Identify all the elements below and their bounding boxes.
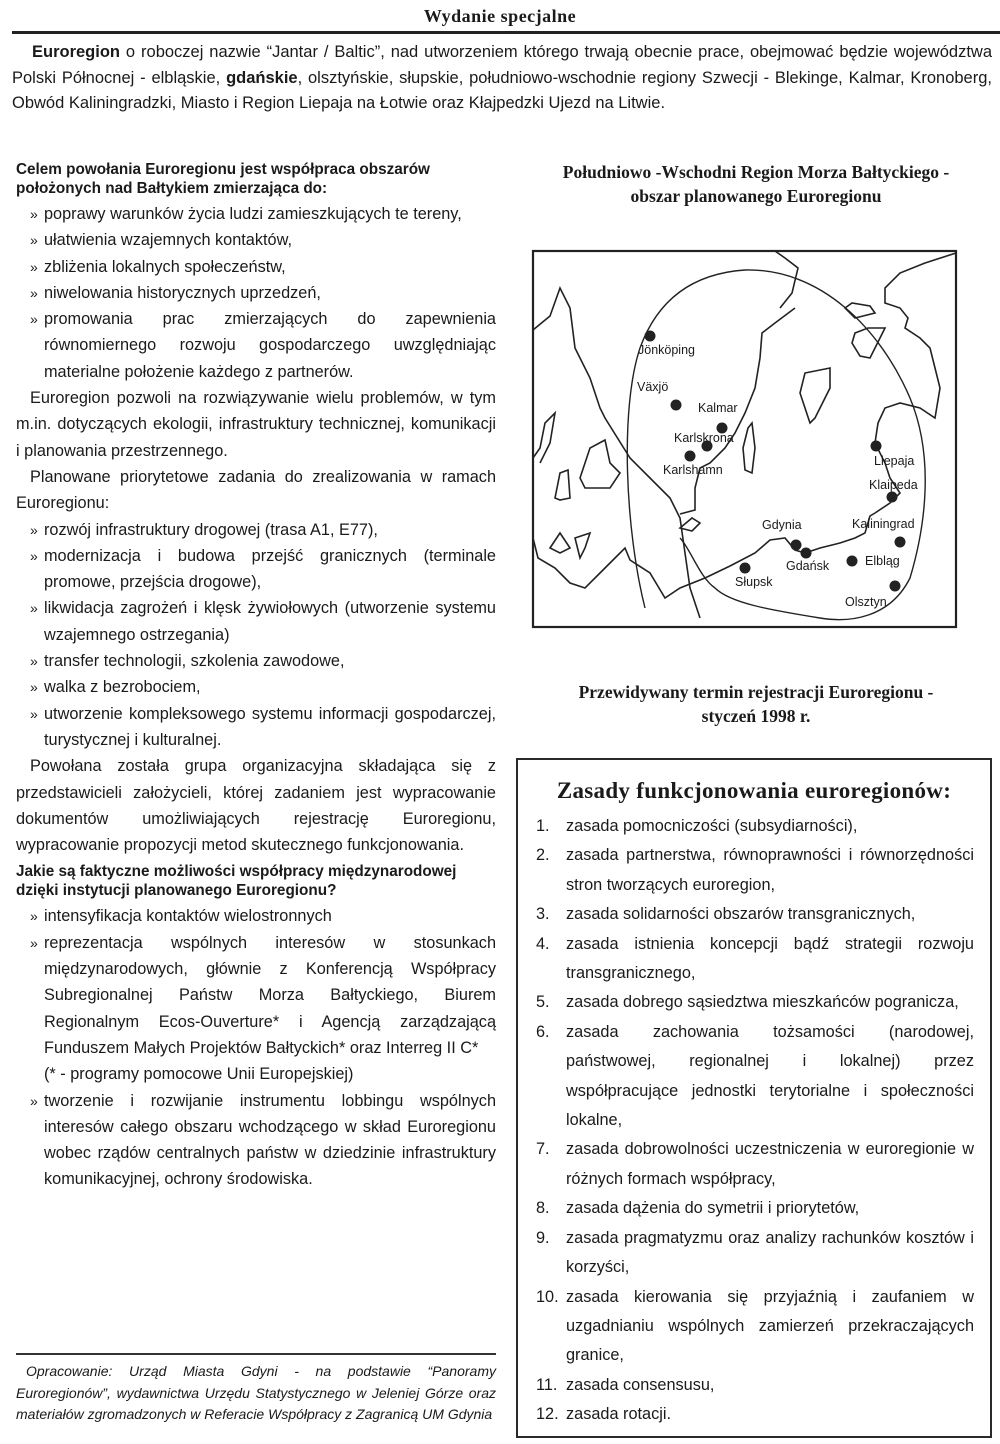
city-label: Liepaja <box>874 454 915 468</box>
city-marker <box>791 540 802 551</box>
city-marker <box>740 563 751 574</box>
city-marker <box>685 451 696 462</box>
list-item: » promowania prac zmierzających do zapewnienia równomiernego rozwoju gospodarczego uwzględniając materialne położenie każdego z partnerów. <box>16 306 496 385</box>
bullet-icon: » <box>30 908 38 925</box>
tasks-intro: Planowane priorytetowe zadania do zrealizowania w ramach Euroregionu: <box>16 467 496 513</box>
map-title: Południowo -Wschodni Region Morza Bałtyckiego - obszar planowanego Euroregionu <box>562 162 950 206</box>
bullet-icon: » <box>30 206 38 222</box>
problems-paragraph: Euroregion pozwoli na rozwiązywanie wielu problemów, w tym m.in. dotyczących ekologii, infrastruktury technicznej, komunikacji i planowania przestrzennego. <box>16 389 496 460</box>
city-marker <box>890 581 901 592</box>
rule-item: 3. zasada solidarności obszarów transgranicznych, <box>536 905 916 924</box>
intro-text-1: o roboczej nazwie “Jantar / Baltic”, nad utworzeniem którego trwają obecnie prace, obejmować będzie województwa Polski Północnej - elbląskie, <box>12 43 992 87</box>
list-item: » likwidacja zagrożeń i klęsk żywiołowych (utworzenie systemu wzajemnego ostrzegania) <box>16 595 496 648</box>
rule-item: 5. zasada dobrego sąsiedztwa mieszkańców pogranicza, <box>536 993 959 1012</box>
rule-item: 4. zasada istnienia koncepcji bądź strategii rozwoju transgranicznego, <box>536 934 974 983</box>
rule-item: 2. zasada partnerstwa, równoprawności i równorzędności stron tworzących euroregion, <box>536 846 974 894</box>
city-label: Karlshamn <box>663 463 723 477</box>
list-item: » reprezentacja wspólnych interesów w stosunkach międzynarodowych, głównie z Konferencją Współpracy Subregionalnej Państw Morza Bałtyckiego, Biurem Regionalnym Ecos-Ouverture* i Agencją zarządzającą Funduszem Małych Projektów Bałtyckich* oraz Interreg II C* <box>16 930 496 1061</box>
city-label: Klaipeda <box>869 478 918 492</box>
rule-item: 7. zasada dobrowolności uczestniczenia w euroregionie w różnych formach współpracy, <box>536 1140 974 1188</box>
list-item: » tworzenie i rozwijanie instrumentu lobbingu wspólnych interesów całego obszaru wchodzącego w skład Euroregionu wobec rządów centralnych państw w dziedzinie infrastruktury komunikacyjnej, ochrony środowiska. <box>16 1088 496 1193</box>
island-gotland <box>800 368 830 423</box>
list-item: » poprawy warunków życia ludzi zamieszkujących te tereny, <box>16 201 496 227</box>
coast-denmark <box>533 413 555 463</box>
city-label: Jönköping <box>638 343 695 357</box>
island-fyn <box>555 470 570 500</box>
list-item: » intensyfikacja kontaktów wielostronnych <box>16 903 496 929</box>
city-marker <box>801 548 812 559</box>
coastline-sweden-north <box>775 251 798 308</box>
source-note: Opracowanie: Urząd Miasta Gdyni - na podstawie “Panoramy Euroregionów”, wydawnictwa Urzędu Statystycznego w Jeleniej Górze oraz materiałów zgromadzonych w Referacie Współpracy z Zagranicą UM Gdynia <box>16 1353 496 1426</box>
cooperation-heading: Jakie są faktyczne możliwości współpracy międzynarodowej dzięki instytucji planowanego Euroregionu? <box>16 863 457 900</box>
city-marker <box>645 331 656 342</box>
intro-lead-bold: Euroregion <box>32 43 121 61</box>
coast-baltics <box>875 253 956 513</box>
coast-germany <box>533 538 730 598</box>
left-column <box>16 160 496 1193</box>
header-rule <box>12 31 1000 34</box>
city-label: Kaliningrad <box>852 517 915 531</box>
rule-item: 9. zasada pragmatyzmu oraz analizy rachunków kosztów i korzyści, <box>536 1228 974 1277</box>
city-marker <box>847 556 858 567</box>
list-item: » ułatwienia wzajemnych kontaktów, <box>16 227 496 253</box>
rule-item: 1. zasada pomocniczości (subsydiarności), <box>536 817 858 835</box>
euroregion-map <box>530 248 960 638</box>
city-label: Elbląg <box>865 554 900 568</box>
rule-item: 6. zasada zachowania tożsamości (narodowej, państwowej, regionalnej i lokalnej) przez współpracujące jednostki terytorialne i społeczności lokalne, <box>536 1022 974 1130</box>
page-header <box>0 0 1000 34</box>
list-item: » modernizacja i budowa przejść granicznych (terminale promowe, przejścia drogowe), <box>16 543 496 596</box>
rules-list <box>518 812 990 1430</box>
list-item: » utworzenie kompleksowego systemu informacji gospodarczej, turystycznej i kulturalnej. <box>16 701 496 754</box>
city-marker <box>895 537 906 548</box>
bullet-icon: » <box>30 232 38 249</box>
island-small-2 <box>575 533 590 558</box>
island-small-1 <box>550 533 570 553</box>
goals-heading: Celem powołania Euroregionu jest współpraca obszarów położonych nad Bałtykiem zmierzająca do: <box>16 161 430 197</box>
eu-programs-footnote: (* - programy pomocowe Unii Europejskiej) <box>44 1065 354 1084</box>
bullet-icon: » <box>30 705 38 722</box>
city-label: Olsztyn <box>845 595 887 609</box>
bullet-icon: » <box>30 284 38 301</box>
bullet-icon: » <box>30 547 38 564</box>
coastline-sweden-west <box>533 288 700 618</box>
group-paragraph: Powołana została grupa organizacyjna składająca się z przedstawicieli założycieli, której zadaniem jest wypracowanie dokumentów umożliwiających rejestrację Euroregionu, wypracowanie propozycji metod skutecznego funkcjonowania. <box>16 757 496 855</box>
list-item: » walka z bezrobociem, <box>16 674 496 700</box>
city-markers <box>637 331 918 610</box>
city-label: Słupsk <box>735 575 773 589</box>
city-marker <box>887 492 898 503</box>
intro-paragraph <box>12 40 992 117</box>
list-item: » rozwój infrastruktury drogowej (trasa A1, E77), <box>16 517 496 543</box>
list-item: » transfer technologii, szkolenia zawodowe, <box>16 648 496 674</box>
rule-item: 11. zasada consensusu, <box>536 1375 715 1394</box>
intro-text-2: , olsztyńskie, słupskie, południowo-wschodnie regiony Szwecji - Blekinge, Kalmar, Kronoberg, Obwód Kaliningradzki, Miasto i Region Liepaja na Łotwie oraz Kłajpedzki Ujezd na Litwie. <box>12 68 992 112</box>
bullet-icon: » <box>30 1092 38 1109</box>
bullet-icon: » <box>30 653 38 670</box>
island-hiiumaa <box>852 328 885 358</box>
cooperation-list <box>16 903 496 1061</box>
rule-item: 8. zasada dążenia do symetrii i priorytetów, <box>536 1199 860 1218</box>
list-item: » niwelowania historycznych uprzedzeń, <box>16 280 496 306</box>
city-label: Växjö <box>637 380 669 394</box>
tasks-list <box>16 517 496 754</box>
rules-box <box>516 758 992 1438</box>
city-label: Karlskrona <box>674 431 734 445</box>
map-svg <box>530 248 960 638</box>
bullet-icon: » <box>30 311 38 328</box>
city-label: Gdańsk <box>786 559 830 573</box>
island-oland <box>743 423 755 473</box>
bullet-icon: » <box>30 521 38 538</box>
goals-list <box>16 201 496 385</box>
city-marker <box>671 400 682 411</box>
bullet-icon: » <box>30 600 38 617</box>
rule-item: 10. zasada kierowania się przyjaźnią i zaufaniem w uzgadnianiu wspólnych zamierzeń przekraczających granice, <box>536 1287 974 1365</box>
city-label: Gdynia <box>762 518 802 532</box>
cooperation-list-cont <box>16 1088 496 1193</box>
section-title: Wydanie specjalne <box>423 6 577 26</box>
city-marker <box>871 441 882 452</box>
island-bornholm <box>680 518 700 531</box>
bullet-icon: » <box>30 258 38 275</box>
rules-title: Zasady funkcjonowania euroregionów: <box>556 778 952 803</box>
rule-item: 12. zasada rotacji. <box>536 1405 671 1424</box>
registration-date: Przewidywany termin rejestracji Euroregionu - styczeń 1998 r. <box>578 682 934 726</box>
intro-bold-word: gdańskie <box>226 68 298 87</box>
island-zealand <box>580 440 620 488</box>
city-label: Kalmar <box>698 401 738 415</box>
bullet-icon: » <box>30 934 38 951</box>
bullet-icon: » <box>30 679 38 696</box>
list-item: » zbliżenia lokalnych społeczeństw, <box>16 254 496 280</box>
